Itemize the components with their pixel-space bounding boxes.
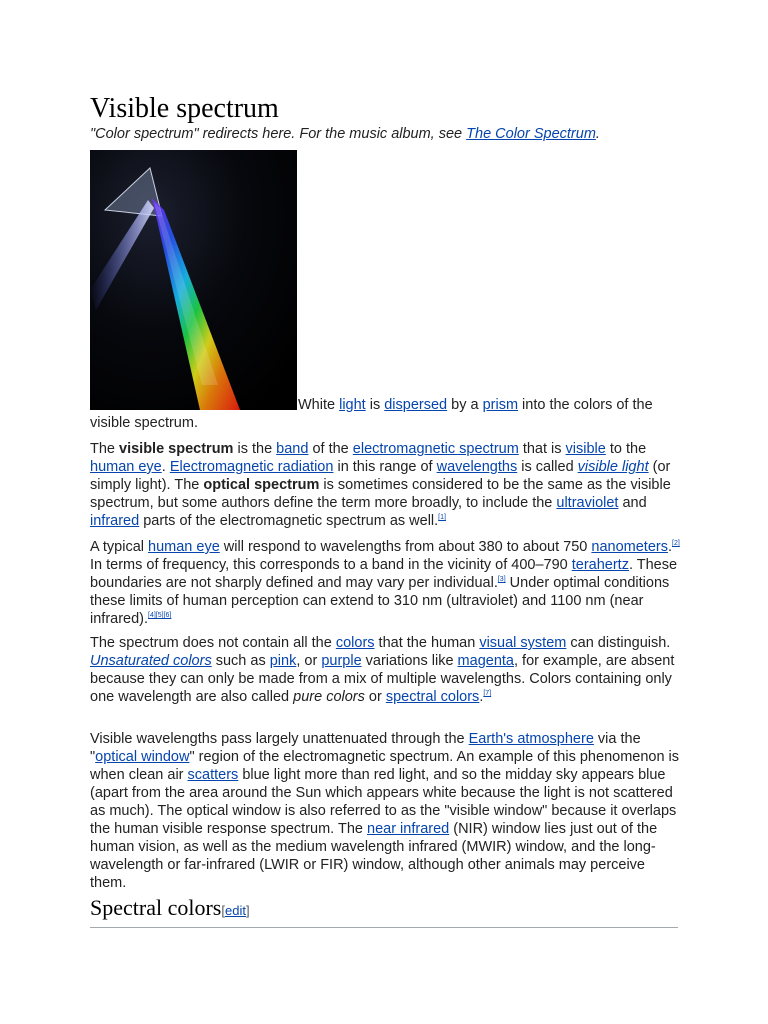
link-visual-system[interactable]: visual system	[479, 635, 567, 651]
link-optical-window[interactable]: optical window	[95, 749, 190, 765]
link-terahertz[interactable]: terahertz	[571, 557, 629, 573]
link-human-eye-2[interactable]: human eye	[148, 539, 220, 555]
hatnote	[90, 125, 600, 143]
hatnote-link[interactable]: The Color Spectrum	[466, 126, 596, 142]
section-heading-spectral-colors	[90, 894, 678, 928]
paragraph-range: A typical human eye will respond to wavelengths from about 380 to about 750 nanometers.[2] In terms of frequency, this corresponds to a band in the vicinity of 400–790 terahertz. These boundaries are not sharply defined and may vary per individual.[3] Under optimal conditions these limits of human perception can extend to 310 nm (ultraviolet) and 1100 nm (near infrared).[4][5][6]	[90, 539, 680, 627]
reference-4-5-6[interactable]: [4][5][6]	[148, 612, 172, 620]
link-infrared[interactable]: infrared	[90, 513, 140, 529]
link-near-infrared[interactable]: near infrared	[367, 821, 450, 837]
hatnote-end: .	[595, 126, 600, 142]
link-dispersed[interactable]: dispersed	[384, 397, 448, 413]
link-magenta[interactable]: magenta	[457, 653, 514, 669]
bold-visible-spectrum: visible spectrum	[119, 441, 234, 457]
link-electromagnetic-radiation[interactable]: Electromagnetic radiation	[169, 459, 334, 475]
section-title: Spectral colors	[90, 895, 222, 920]
link-ultraviolet[interactable]: ultraviolet	[556, 495, 619, 511]
link-band[interactable]: band	[276, 441, 309, 457]
link-scatters[interactable]: scatters	[187, 767, 239, 783]
link-earths-atmosphere[interactable]: Earth's atmosphere	[468, 731, 594, 747]
paragraph-atmosphere: Visible wavelengths pass largely unattenuated through the Earth's atmosphere via the "optical window" region of the electromagnetic spectrum. An example of this phenomenon is when clean air scatters blue light more than red light, and so the midday sky appears blue (apart from the area around the Sun which appears white because the light is not scattered as much). The optical window is also referred to as the "visible window" because it overlaps the human visible response spectrum. The near infrared (NIR) window lies just out of the human vision, as well as the medium wavelength infrared (MWIR) window, and the long-wavelength or far-infrared (LWIR or FIR) window, although other animals may perceive them.	[90, 731, 680, 891]
hatnote-text: "Color spectrum" redirects here. For the music album, see	[90, 126, 467, 142]
link-purple[interactable]: purple	[321, 653, 362, 669]
paragraph-intro: The visible spectrum is the band of the electromagnetic spectrum that is visible to the human eye. Electromagnetic radiation in this range of wavelengths is called visible light (or simply light). The optical spectrum is sometimes considered to be the same as the visible spectrum, but some authors define the term more broadly, to include the ultraviolet and infrared parts of the electromagnetic spectrum as well.[1]	[90, 441, 671, 529]
image-caption: White light is dispersed by a prism into the colors of the visible spectrum.	[90, 397, 653, 431]
section-edit: [edit]	[221, 903, 250, 918]
link-spectral-colors[interactable]: spectral colors	[385, 689, 480, 705]
link-visible-light[interactable]: visible light	[577, 459, 649, 475]
link-human-eye[interactable]: human eye	[90, 459, 162, 475]
edit-link[interactable]: edit	[224, 903, 246, 918]
prism-image[interactable]	[90, 150, 297, 410]
link-colors[interactable]: colors	[335, 635, 375, 651]
link-electromagnetic-spectrum[interactable]: electromagnetic spectrum	[352, 441, 519, 457]
reference-3[interactable]: [3]	[497, 576, 506, 584]
link-unsaturated-colors[interactable]: Unsaturated colors	[90, 653, 212, 669]
reference-7[interactable]: [7]	[483, 690, 492, 698]
reference-2[interactable]: [2]	[672, 540, 680, 548]
link-visible[interactable]: visible	[565, 441, 606, 457]
link-wavelengths[interactable]: wavelengths	[436, 459, 518, 475]
italic-pure-colors: pure colors	[293, 689, 365, 705]
link-pink[interactable]: pink	[269, 653, 297, 669]
reference-1[interactable]: [1]	[438, 514, 446, 522]
link-light[interactable]: light	[339, 397, 366, 413]
paragraph-colors: The spectrum does not contain all the colors that the human visual system can distinguish. Unsaturated colors such as pink, or purple variations like magenta, for example, are absent because they can only be made from a mix of multiple wavelengths. Colors containing only one wavelength are also called pure colors or spectral colors.[7]	[90, 635, 675, 705]
bold-optical-spectrum: optical spectrum	[203, 477, 320, 493]
page-title: Visible spectrum	[90, 93, 279, 124]
link-prism[interactable]: prism	[482, 397, 519, 413]
link-nanometers[interactable]: nanometers	[591, 539, 668, 555]
